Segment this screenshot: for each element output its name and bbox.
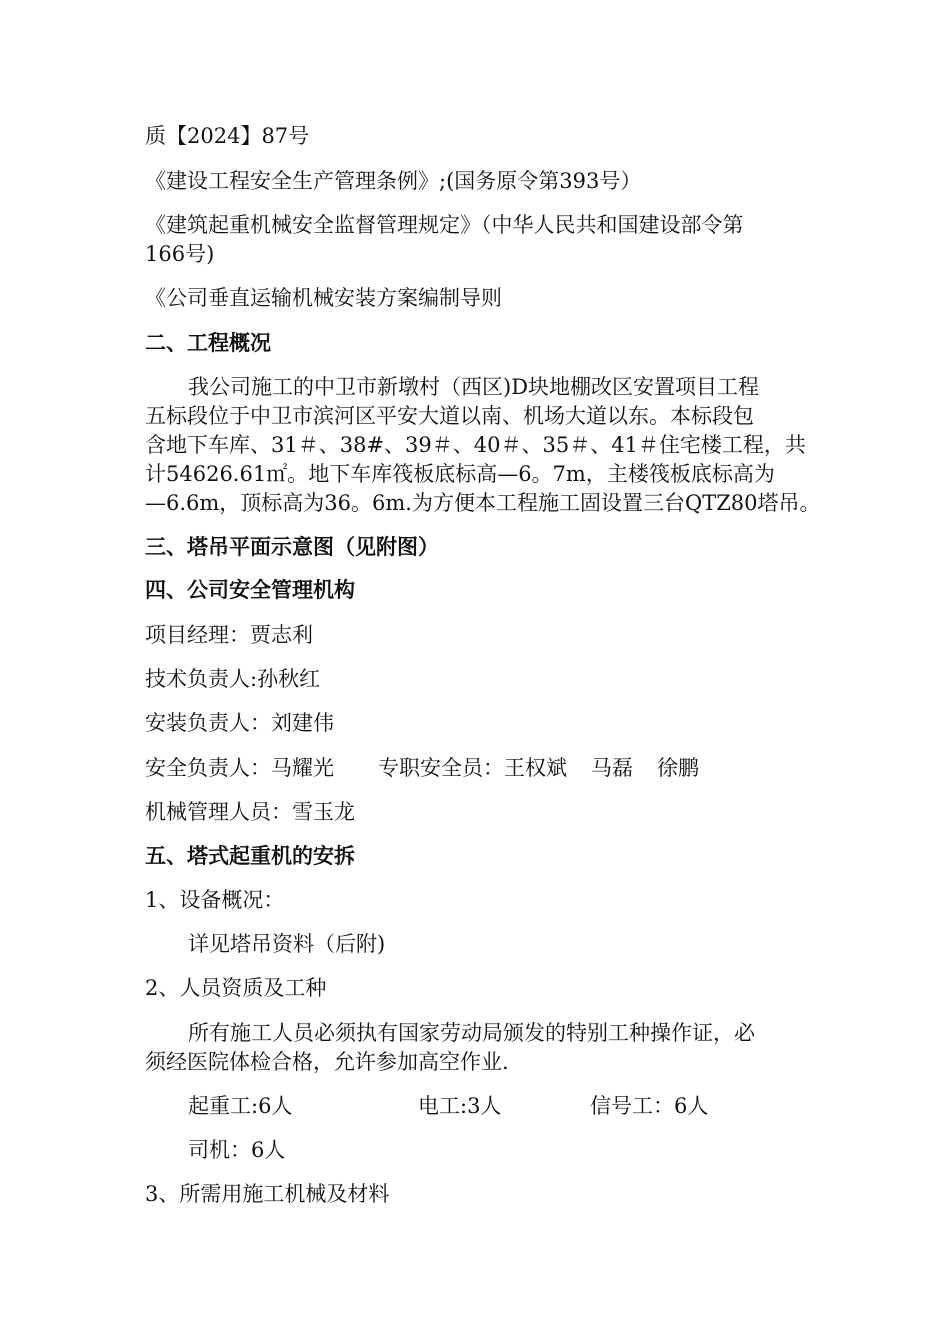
sub-3-heading: 3、所需用施工机械及材料 [145, 1182, 390, 1206]
crane-worker-count: 起重工:6人 [188, 1094, 293, 1118]
sub-1-heading: 1、设备概况： [145, 888, 285, 912]
sub-2-heading: 2、人员资质及工种 [145, 976, 327, 1000]
signal-worker-count: 信号工：6人 [590, 1094, 709, 1118]
driver-count: 司机：6人 [188, 1138, 286, 1162]
installation-lead: 安装负责人：刘建伟 [145, 711, 334, 735]
safety-lead: 安全负责人：马耀光 [145, 756, 334, 780]
sub-2-line-1: 所有施工人员必须执有国家劳动局颁发的特别工种操作证，必 [188, 1021, 755, 1045]
ref-line-2: 《建设工程安全生产管理条例》;(国务原令第393号） [145, 169, 642, 193]
ref-line-1: 质【2024】87号 [145, 124, 310, 148]
section-4-heading: 四、公司安全管理机构 [145, 578, 355, 602]
safety-staff: 专职安全员：王权斌 [378, 756, 567, 780]
sec2-line-5: —6.6m，顶标高为36。6m.为方便本工程施工固设置三台QTZ80塔吊。 [145, 491, 821, 515]
ref-line-3: 《建筑起重机械安全监督管理规定》（中华人民共和国建设部令第 [145, 213, 744, 237]
safety-line [145, 754, 699, 782]
electrician-count: 电工:3人 [418, 1094, 502, 1118]
machinery-manager: 机械管理人员：雪玉龙 [145, 800, 355, 824]
section-5-heading: 五、塔式起重机的安拆 [145, 844, 355, 868]
sec2-line-4: 计54626.61㎡。地下车库筏板底标高—6。7m，主楼筏板底标高为 [145, 462, 775, 486]
ref-line-4: 166号) [145, 242, 215, 266]
ref-line-5: 《公司垂直运输机械安装方案编制导则 [145, 286, 502, 310]
safety-staff-3: 徐鹏 [657, 756, 699, 780]
sub-2-line-2: 须经医院体检合格，允许参加高空作业. [145, 1050, 509, 1074]
sec2-line-3: 含地下车库、31＃、38#、39＃、40＃、35＃、41＃住宅楼工程，共 [145, 433, 806, 457]
technical-lead: 技术负责人:孙秋红 [145, 667, 321, 691]
section-2-heading: 二、工程概况 [145, 331, 271, 355]
project-manager: 项目经理：贾志利 [145, 623, 313, 647]
sec2-line-2: 五标段位于中卫市滨河区平安大道以南、机场大道以东。本标段包 [145, 404, 754, 428]
sub-1-text: 详见塔吊资料（后附) [188, 932, 386, 956]
safety-staff-2: 马磊 [591, 756, 633, 780]
section-3-heading: 三、塔吊平面示意图（见附图） [145, 535, 439, 559]
sec2-line-1: 我公司施工的中卫市新墩村（西区)D块地棚改区安置项目工程 [188, 375, 760, 399]
